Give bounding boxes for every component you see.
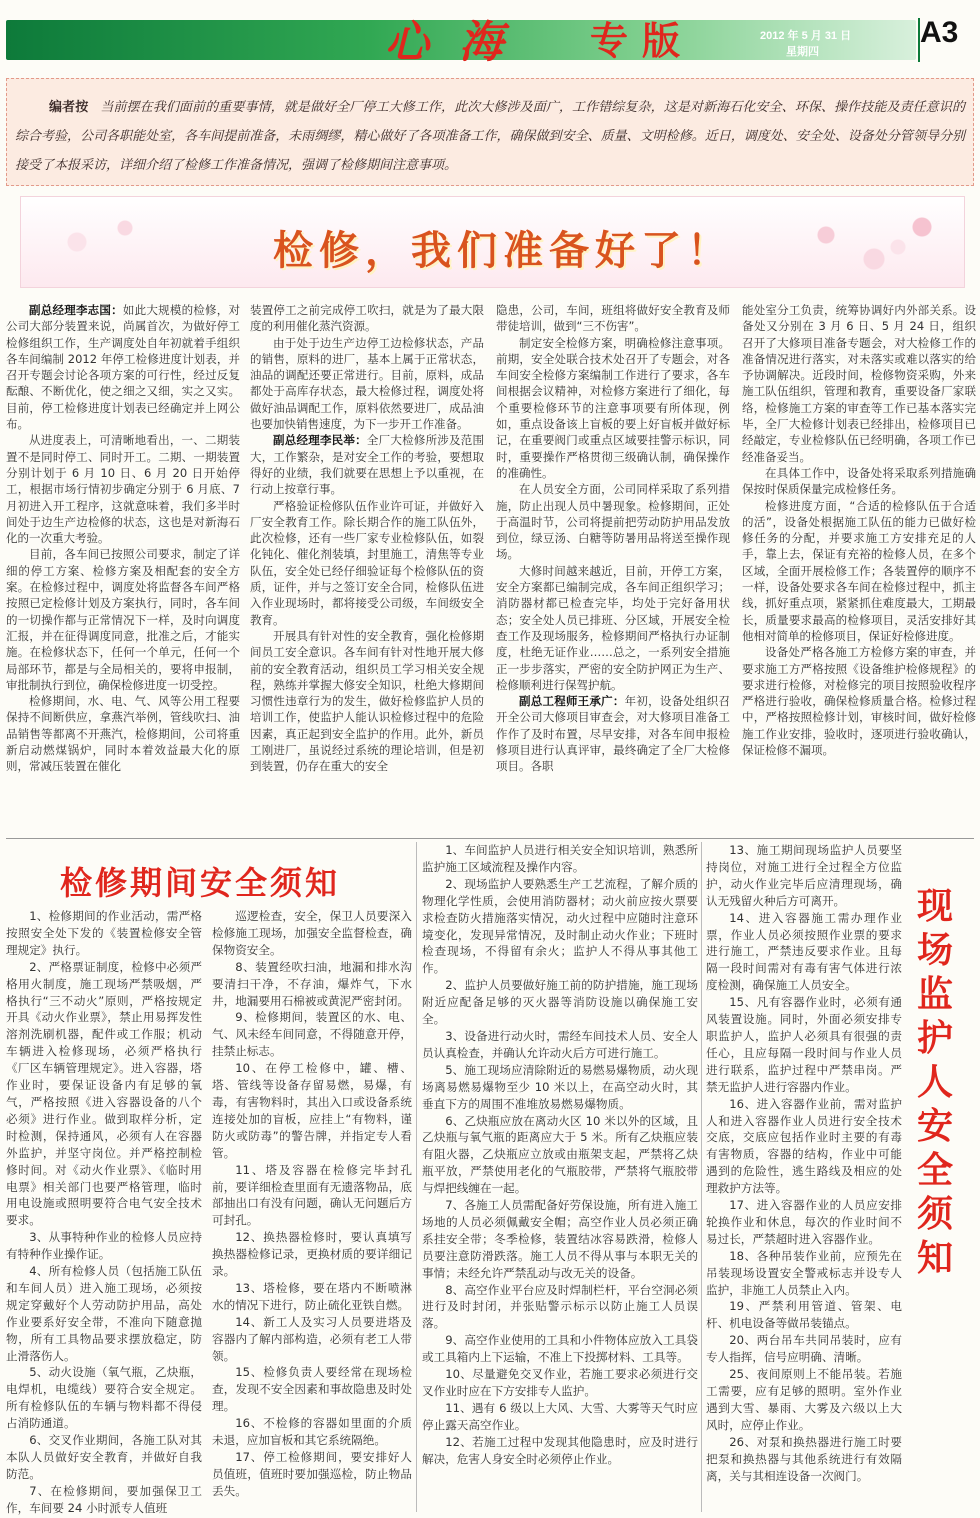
notice-item: 12、换热器检修时，要认真填写换热器检修记录，更换材质的要详细记录。 <box>212 1230 412 1279</box>
paragraph-text: 能处室分工负责，统筹协调好内外部关系。设备处又分别在 3 月 6 日、5 月 24 日，组织召开了大修项目准备专题会，对大检修工作的准备情况进行落实，对未落实或难以落实的给予协调解决。近段时间，检修物资采购，外来施工队伍组织，管理和教育，重要设备厂家联络，检修施工方案的审查等工作已基本落实完毕，全厂大检修计划表已经排出，检修项目已经敲定，专业检修队伍已经明确，各项工作已经准备妥当。 <box>742 303 976 464</box>
notice-item: 11、塔及容器在检修完毕封孔前，要详细检查里面有无遗落物品，底部抽出口有没有问题，确认无问题后方可封孔。 <box>212 1162 412 1228</box>
newspaper-title: 心海 <box>385 17 533 68</box>
notice-item: 11、遇有 6 级以上大风、大雪、大雾等天气时应停止露天高空作业。 <box>422 1400 698 1432</box>
notice-item: 10、尽量避免交叉作业，若施工要求必须进行交叉作业时应在下方安排专人监护。 <box>422 1367 698 1398</box>
supervisor-notice-column-2 <box>706 842 902 1484</box>
masthead <box>0 0 980 68</box>
notice-item: 15、检修负责人要经常在现场检查，发现不安全因素和事故隐患及时处理。 <box>212 1365 412 1414</box>
article-paragraph <box>496 302 730 335</box>
page-number: A3 <box>920 16 959 49</box>
headline-banner <box>20 196 965 288</box>
article-paragraph <box>250 432 484 497</box>
paragraph-text: 开展具有针对性的安全教育，强化检修期间员工安全意识。各车间有针对性地开展大修前的安全教育活动，组织员工学习相关安全规程，熟练并掌握大修安全知识，杜绝大修期间习惯性违章行为的发生，做好检修监护人员的培训工作，使监护人能认识检修过程中的危险因素，真正起到安全监护的作用。此外，新员工刚进厂，虽说经过系统的理论培训，但是初到装置，仍存在重大的安全 <box>250 628 484 774</box>
notice-item: 26、对泵和换热器进行施工时要把泵和换热器与其他系统进行有效隔离，关与其相连设备一次阀门。 <box>706 1434 902 1483</box>
article-paragraph <box>6 546 240 693</box>
article-paragraph <box>250 302 484 335</box>
article-column-3 <box>496 302 730 775</box>
article-paragraph <box>742 465 976 498</box>
notice-item: 16、不检修的容器如里面的介质未退，应加盲板和其它系统隔绝。 <box>212 1416 412 1448</box>
notice-item: 7、各施工人员需配备好劳保设施，所有进入施工场地的人员必须佩戴安全帽；高空作业人员必须正确系挂安全带；冬季检修，装置结冰容易跌滑，检修人员要注意防滑跌落。施工人员不得从事与本职无关的事情；未经允许严禁乱动与改无关的设备。 <box>422 1198 698 1280</box>
notice-item: 8、高空作业平台应及时焊制栏杆，平台空洞必须进行及时封闭，并张贴警示标示以防止施工人员误落。 <box>422 1282 698 1331</box>
notice-item: 4、所有检修人员（包括施工队伍和车间人员）进入施工现场，必须按规定穿戴好个人劳动防护用品，高处作业要系好安全带，不准向下随意抛物，所有工具物品要求摆放稳定，防止滑落伤人。 <box>6 1264 202 1363</box>
paragraph-text: 由于处于边生产边停工边检修状态，产品的销售，原料的进厂，基本上属于正常状态，油品的调配还要正常进行。目前，原料，成品都处于高库存状态，最大检修过程，调度处将做好油品调配工作，原料依然要进厂，成品油也要加快销售速度，为下一步开工作准备。 <box>250 335 484 432</box>
article-paragraph <box>496 481 730 562</box>
article-paragraph <box>496 335 730 482</box>
notice-item: 2、严格票证制度，检修中必须严格用火制度，施工现场严禁吸烟，严格执行“三不动火”原则，严格按规定开具《动火作业票》，禁止用易挥发性溶剂洗刷机器，配件或工作服；机动车辆进入检修现场，必须严格执行《厂区车辆管理规定》。进入容器，塔作业时，要保证设备内有足够的氧气，严格按照《进入容器设备的八个必须》进行作业。做到取样分析，定时检测，保持通风，必须有人在容器外监护，并坚守岗位。并严格控制检修时间。对《动火作业票》、《临时用电票》相关部门也要严格管理，临时用电设施或照明要符合电气安全技术要求。 <box>6 959 202 1228</box>
article-column-1 <box>6 302 240 775</box>
notice-item: 14、进入容器施工需办理作业票，作业人员必须按照作业票的要求进行施工，严禁违反要求作业。且每隔一段时间需对有毒有害气体进行浓度检测，确保施工人员安全。 <box>706 910 902 993</box>
notice-item: 7、在检修期间，要加强保卫工作，车间要 24 小时派专人值班 <box>6 1483 202 1515</box>
article-paragraph <box>496 563 730 693</box>
article-paragraph <box>250 628 484 775</box>
article-paragraph <box>6 302 240 432</box>
notice-item: 17、进入容器作业的人员应安排轮换作业和休息，每次的作业时间不易过长，严禁超时进入容器作业。 <box>706 1198 902 1246</box>
article-paragraph <box>742 498 976 645</box>
notice-item: 6、乙炔瓶应放在离动火区 10 米以外的区域，且乙炔瓶与氧气瓶的距离应大于 5 米。所有乙炔瓶应装有阻火器，乙炔瓶应立放或由瓶架支起，严禁将乙炔瓶平放，严禁使用老化的气瓶胶带，严禁将气瓶胶带与焊把线缠在一起。 <box>422 1113 698 1196</box>
paragraph-text: 目前，各车间已按照公司要求，制定了详细的停工方案、检修方案及相配套的安全方案。在检修过程中，调度处将监督各车间严格按照已定检修计划及方案执行，同时，各车间的一切操作都与正常情况下一样，及时向调度汇报，并在征得调度同意，批准之后，才能实施。在检修状态下，任何一个单元，任何一个局部环节，都是与全局相关的，要将申报制，审批制执行到位，确保检修进度一切受控。 <box>6 547 240 692</box>
notice-item: 巡逻检查，安全，保卫人员要深入检修施工现场，加强安全监督检查，确保物资安全。 <box>212 909 412 957</box>
notice-item: 14、新工人及实习人员要进塔及容器内了解内部构造，必须有老工人带领。 <box>212 1314 412 1363</box>
paragraph-text: 检修进度方面，“合适的检修队伍于合适的活”，设备处根据施工队伍的能力已做好检修任务的分配，并要求施工方安排充足的人手，靠上去，保证有充裕的检修人员，在多个区域，全面开展检修工作；各装置停的顺序不一样，设备处要求各车间在检修过程中，抓主线，抓好重点项，紧紧抓住难度最大，工期最长，质量要求最高的检修项目，灵活安排好其他相对简单的检修项目，保证好检修进度。 <box>742 498 976 643</box>
editor-note <box>6 78 974 186</box>
speaker-name: 副总工程师王承广： <box>519 694 625 709</box>
notice-item: 8、装置经吹扫油，地漏和排水沟要清扫干净，不存油，爆炸气，下水井，地漏要用石棉被或黄泥严密封闭。 <box>212 959 412 1008</box>
section-label: 专版 <box>590 18 695 63</box>
paragraph-text: 检修期间，水、电、气、风等公用工程要保持不间断供应，拿燕汽举例，管线吹扫、油品销售等都离不开燕汽，检修期间，公司将重新启动燃煤锅炉，同时本着效益最大化的原则，常减压装置在催化 <box>6 694 240 774</box>
paragraph-text: 年初，设备处组织召开全公司大修项目审查会，对大修项目准备工作作了及时布置，尽早安排，对各车间申报检修项目进行认真评审，最终确定了全厂大检修项目。各职 <box>496 694 731 774</box>
paragraph-text: 大修时间越来越近，目前，开停工方案，安全方案都已编制完成，各车间正组织学习；消防器材都已检查完毕，均处于完好备用状态；安全处人员已排班、分区域，开展安全检查工作及现场服务，检修期间严格执行办证制度，杜绝无证作业……总之，一系列安全措施正一步步落实，严密的安全防护网正为生产、检修顺利进行保驾护航。 <box>496 563 730 692</box>
safety-notice-column-2 <box>212 908 412 1500</box>
paragraph-text: 隐患，公司，车间，班组将做好安全教育及师带徒培训，做到“三不伤害”。 <box>496 303 730 334</box>
column-divider <box>701 842 702 1512</box>
notice-item: 1、车间监护人员进行相关安全知识培训，熟悉所监护施工区域流程及操作内容。 <box>422 843 698 874</box>
editor-note-text: 当前摆在我们面前的重要事情，就是做好全厂停工大修工作，此次大修涉及面广，工作错综复杂，这是对新海石化安全、环保、操作技能及责任意识的综合考验，公司各职能处室，各车间提前准备，未雨绸缪，精心做好了各项准备工作，确保做到安全、质量、文明检修。近日，调度处、安全处、设备处分管领导分别接受了本报采访，详细介绍了检修工作准备情况，强调了检修期间注意事项。 <box>15 100 965 173</box>
paragraph-text: 设备处严格各施工方检修方案的审查，并要求施工方严格按照《设备维护检修规程》的要求进行检修，对检修完的项目按照验收程序严格进行验收，确保检修质量合格。检修过程中，严格按照检修计划，审核时间，做好检修施工作业安排，验收时，逐项进行验收确认，保证检修不漏项。 <box>742 645 976 758</box>
notice-item: 5、施工现场应清除附近的易燃易爆物质，动火现场离易燃易爆物至少 10 米以上，在高空动火时，其垂直下方的周围不准堆放易燃易爆物质。 <box>422 1062 698 1111</box>
notice-item: 9、高空作业使用的工具和小件物体应放入工具袋或工具箱内上下运输，不准上下投掷材料、工具等。 <box>422 1333 698 1365</box>
section-divider <box>6 838 974 839</box>
article-paragraph <box>250 498 484 628</box>
notice-item: 2、监护人员要做好施工前的防护措施，施工现场附近应配备足够的灭火器等消防设施以确保施工安全。 <box>422 978 698 1027</box>
paragraph-text: 如此大规模的检修，对公司大部分装置来说，尚属首次，为做好停工检修组织工作，生产调度处自年初就着手组织各车间编制 2012 年停工检修进度计划表，并召开专题会讨论各项方案的可行性，经过反复酝酿、不断优化，使之细之又细，实之又实。目前，停工检修进度计划表已经确定并上网公布。 <box>6 303 241 432</box>
column-divider <box>416 842 417 1512</box>
notice-item: 25、夜间原则上不能吊装。若施工需要，应有足够的照明。室外作业遇到大雪、暴雨、大雾及六级以上大风时，应停止作业。 <box>706 1367 902 1432</box>
flower-decoration-icon <box>41 207 161 277</box>
issue-date <box>760 28 851 60</box>
paragraph-text: 严格验证检修队伍作业许可证，并做好入厂安全教育工作。除长期合作的施工队伍外，此次检修，还有一些厂家专业检修队伍，如裂化钝化、催化剂装填，封里施工，清焦等专业队伍，安全处已经仔细验证每个检修队伍的资质，证件，并与之签订安全合同，检修队伍进入作业现场时，都将接受公司级，车间级安全教育。 <box>250 498 484 627</box>
notice-item: 19、严禁利用管道、管架、电杆、机电设备等做吊装锚点。 <box>706 1299 902 1331</box>
date-text: 2012 年 5 月 31 日 <box>760 30 852 42</box>
paragraph-text: 制定安全检修方案，明确检修注意事项。前期，安全处联合技术处召开了专题会，对各车间安全检修方案编制工作进行了要求，各车间根据会议精神，对检修方案进行了细化，每个重要检修环节的注意事项要有所体现，例如，重点设备该上盲板的要上好盲板并做好标记，在重要阀门或重点区域要挂警示标识，同时，重要操作严格贯彻三级确认制，确保操作的准确性。 <box>496 335 730 480</box>
notice-item: 2、现场监护人要熟悉生产工艺流程，了解介质的物理化学性质，会使用消防器材；动火前应按火票要求检查防火措施落实情况，动火过程中应随时注意环境变化，发现异常情况，及时制止动火作业；下班时检查现场，不得留有余火；监护人不得从事其他工作。 <box>422 876 698 976</box>
speaker-name: 副总经理李志国： <box>29 303 123 317</box>
supervisor-notice-title: 现场监护人安全须知 <box>916 885 953 1279</box>
paragraph-text: 全厂大检修所涉及范围大，工作繁杂，是对安全工作的考验，要想取得好的业绩，我们就要在思想上予以重视，在行动上按章行事。 <box>250 433 485 497</box>
article-paragraph <box>742 302 976 465</box>
article-column-2 <box>250 302 484 775</box>
article-paragraph <box>250 335 484 433</box>
notice-item: 9、检修期间，装置区的水、电、气、风未经车间同意，不得随意开停，挂禁止标志。 <box>212 1010 412 1059</box>
notice-item: 1、检修期间的作业活动，需严格按照安全处下发的《装置检修安全管理规定》执行。 <box>6 909 202 957</box>
notice-item: 15、凡有容器作业时，必须有通风装置设施。同时，外面必须安排专职监护人，监护人必须具有很强的责任心，且应每隔一段时间与作业人员进行联系，监护过程中严禁串岗。严禁无监护人进行容器内作业。 <box>706 995 902 1094</box>
supervisor-notice-column-1 <box>422 842 698 1468</box>
safety-notice-title: 检修期间安全须知 <box>60 864 341 902</box>
notice-item: 3、设备进行动火时，需经车间技术人员、安全人员认真检查，并确认允许动火后方可进行施工。 <box>422 1028 698 1060</box>
flower-decoration-icon <box>794 203 954 283</box>
notice-item: 5、动火设施（氧气瓶，乙炔瓶，电焊机，电缆线）要符合安全规定。所有检修队伍的车辆与物料都不得侵占消防通道。 <box>6 1365 202 1431</box>
notice-item: 16、进入容器作业前，需对监护人和进入容器作业人员进行安全技术交底，交底应包括作业时主要的有毒有害物质，容器的结构，作业中可能遇到的危险性，逃生路线及相应的处理救护方法等。 <box>706 1096 902 1196</box>
notice-item: 6、交叉作业期间，各施工队对其本队人员做好安全教育，并做好自我防范。 <box>6 1433 202 1481</box>
paragraph-text: 在具体工作中，设备处将采取系列措施确保按时保质保量完成检修任务。 <box>742 465 976 497</box>
notice-item: 18、各种吊装作业前，应预先在吊装现场设置安全警戒标志并设专人监护，非施工人员禁止入内。 <box>706 1248 902 1297</box>
speaker-name: 副总经理李民举： <box>273 433 367 448</box>
editor-note-label: 编者按 <box>49 100 89 115</box>
article-column-4 <box>742 302 976 758</box>
notice-item: 10、在停工检修中，罐、槽、塔、管线等设备存留易燃，易爆，有毒，有害物料时，其出入口或设备系统连接处加的盲板，应挂上“有物料，谨防火或防毒”的警告牌，并指定专人看管。 <box>212 1061 412 1160</box>
paragraph-text: 在人员安全方面，公司同样采取了系列措施，防止出现人员中暑现象。检修期间，正处于高温时节，公司将提前把劳动防护用品发放到位，绿豆汤、白糖等防暑用品将送至操作现场。 <box>496 482 730 562</box>
weekday-text: 星期四 <box>786 46 819 58</box>
paragraph-text: 从进度表上，可清晰地看出，一、二期装置不是同时停工、同时开工。二期、一期装置分别计划于 6 月 10 日、6 月 20 日开始停工，根据市场行情初步确定分别于 6 月底、7 月初进入开工程序，这就意味着，我们多半时间处于边生产边检修的状态，这也是对新海石化的一次重大考验。 <box>6 433 240 546</box>
notice-item: 3、从事特种作业的检修人员应持有特种作业操作证。 <box>6 1230 202 1262</box>
article-paragraph <box>496 693 730 774</box>
notice-item: 17、停工检修期间，要安排好人员值班，值班时要加强巡检，防止物品丢失。 <box>212 1450 412 1498</box>
paragraph-text: 装置停工之前完成停工吹扫，就是为了最大限度的利用催化蒸汽资源。 <box>250 303 484 334</box>
safety-notice-column-1 <box>6 908 202 1517</box>
notice-item: 13、塔检修，要在塔内不断喷淋水的情况下进行，防止硫化亚铁自燃。 <box>212 1280 412 1312</box>
notice-item: 12、若施工过程中发现其他隐患时，应及时进行解决，危害人身安全时必须停止作业。 <box>422 1434 698 1466</box>
notice-item: 20、两台吊车共同吊装时，应有专人指挥，信号应明确、清晰。 <box>706 1333 902 1365</box>
article-paragraph <box>742 644 976 758</box>
notice-item: 13、施工期间现场监护人员要坚持岗位，对施工进行全过程全方位监护，动火作业完毕后应清理现场，确认无残留火种后方可离开。 <box>706 843 902 908</box>
article-paragraph <box>6 693 240 774</box>
main-headline: 检修，我们准备好了！ <box>273 227 733 274</box>
article-paragraph <box>6 432 240 546</box>
